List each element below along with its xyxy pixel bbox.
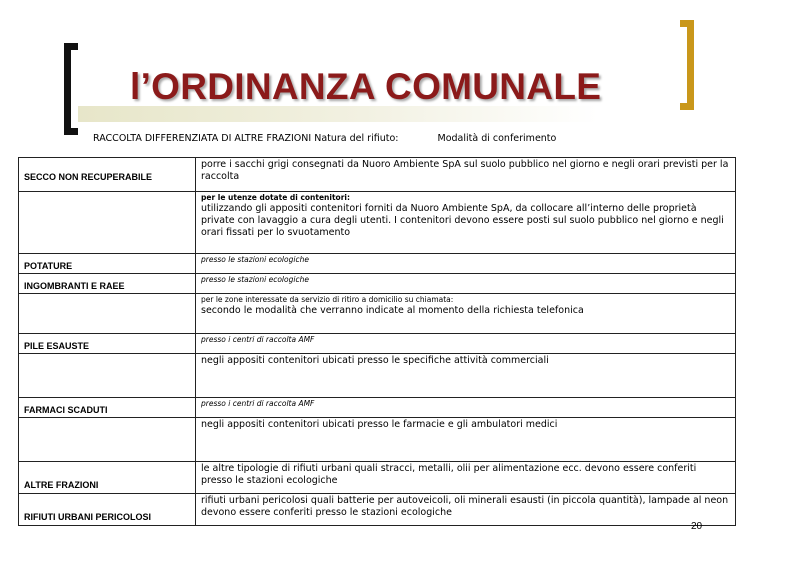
row-category: FARMACI SCADUTI <box>19 398 196 418</box>
row-category: ALTRE FRAZIONI <box>19 462 196 494</box>
table-row <box>19 294 736 334</box>
row-description: negli appositi contenitori ubicati presso le farmacie e gli ambulatori medici <box>196 418 736 462</box>
row-description-cell <box>196 398 736 418</box>
page-title: l’ORDINANZA COMUNALE <box>130 66 602 107</box>
row-category <box>19 354 196 398</box>
table-row <box>19 192 736 254</box>
table-row <box>19 462 736 494</box>
caption-delivery-mode: Modalità di conferimento <box>437 133 557 144</box>
row-description: secondo le modalità che verranno indicate al momento della richiesta telefonica <box>201 305 584 316</box>
row-description-cell <box>196 334 736 354</box>
table-row <box>19 418 736 462</box>
waste-collection-table <box>18 157 736 526</box>
table-row <box>19 254 736 274</box>
row-description: porre i sacchi grigi consegnati da Nuoro Ambiente SpA sul suolo pubblico nel giorno e negli orari previsti per la raccolta <box>196 158 736 192</box>
row-category: INGOMBRANTI E RAEE <box>19 274 196 294</box>
row-note: per le utenze dotate di contenitori: <box>201 193 350 202</box>
right-bracket-decoration <box>680 20 694 110</box>
row-note: presso le stazioni ecologiche <box>201 255 309 264</box>
table-row <box>19 398 736 418</box>
row-note: presso i centri di raccolta AMF <box>201 335 315 344</box>
row-category: SECCO NON RECUPERABILE <box>19 158 196 192</box>
row-category <box>19 294 196 334</box>
left-bracket-decoration <box>64 43 78 135</box>
table-row <box>19 334 736 354</box>
row-description-cell <box>196 192 736 254</box>
table-row <box>19 158 736 192</box>
table-row <box>19 354 736 398</box>
row-description: le altre tipologie di rifiuti urbani quali stracci, metalli, olii per alimentazione ecc. devono essere conferiti presso le stazioni ecologiche <box>196 462 736 494</box>
row-category: RIFIUTI URBANI PERICOLOSI <box>19 494 196 526</box>
row-note: presso i centri di raccolta AMF <box>201 399 315 408</box>
row-note: per le zone interessate da servizio di ritiro a domicilio su chiamata: <box>201 295 454 304</box>
row-category: POTATURE <box>19 254 196 274</box>
row-description-cell <box>196 274 736 294</box>
row-description-cell <box>196 294 736 334</box>
row-description: utilizzando gli appositi contenitori forniti da Nuoro Ambiente SpA, da collocare all’interno delle proprietà private con lavaggio a cura degli utenti. I contenitori devono essere posti sul suolo pubblico nel giorno e negli orari fissati per lo svuotamento <box>201 203 724 238</box>
row-description: negli appositi contenitori ubicati presso le specifiche attività commerciali <box>196 354 736 398</box>
table-caption <box>93 133 556 144</box>
table-row <box>19 494 736 526</box>
page-number: 20 <box>691 521 703 532</box>
row-description-cell <box>196 254 736 274</box>
row-category: PILE ESAUSTE <box>19 334 196 354</box>
title-band <box>78 106 598 122</box>
row-note: presso le stazioni ecologiche <box>201 275 309 284</box>
row-category <box>19 192 196 254</box>
table-row <box>19 274 736 294</box>
caption-waste-type: RACCOLTA DIFFERENZIATA DI ALTRE FRAZIONI Natura del rifiuto: <box>93 133 399 144</box>
row-description: rifiuti urbani pericolosi quali batterie per autoveicoli, oli minerali esausti (in piccola quantità), lampade al neon devono essere conferiti presso le stazioni ecologiche <box>196 494 736 526</box>
row-category <box>19 418 196 462</box>
